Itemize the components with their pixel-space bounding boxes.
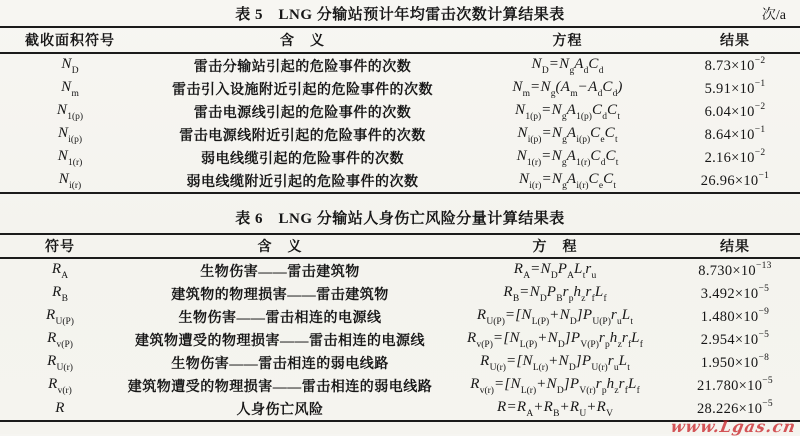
table6 — [0, 233, 800, 422]
result-cell: $28.226\times 10^{-5}$ — [697, 398, 773, 417]
symbol-cell: $N_{i(r)}$ — [58, 171, 82, 191]
symbol-cell: $R_{U(P)}$ — [46, 307, 74, 327]
result-cell: $5.91\times 10^{-1}$ — [704, 78, 766, 97]
result-cell: $21.780\times 10^{-5}$ — [697, 375, 773, 394]
symbol-cell: $R_A$ — [51, 261, 69, 281]
result-cell: $3.492\times 10^{-5}$ — [700, 283, 770, 302]
symbol-cell: $R_{v(r)}$ — [48, 376, 72, 396]
table6-header-symbol: 符号 — [0, 234, 120, 258]
equation-cell: $N_{i(p)}=N_gA_{i(p)}C_eC_t$ — [517, 125, 618, 145]
symbol-cell: $N_m$ — [61, 79, 79, 99]
symbol-cell: $R_{U(r)}$ — [47, 353, 73, 373]
table5-title: 表 5 LNG 分输站预计年均雷击次数计算结果表 — [235, 6, 565, 23]
equation-cell: $R=R_A+R_B+R_U+R_V$ — [497, 399, 613, 419]
result-cell: $2.954\times 10^{-5}$ — [700, 329, 770, 348]
table6-header-meaning: 含 义 — [120, 234, 440, 258]
result-cell: $1.480\times 10^{-9}$ — [700, 306, 770, 325]
table-row — [0, 258, 800, 282]
symbol-cell: R — [55, 400, 65, 416]
table6-title: 表 6 LNG 分输站人身伤亡风险分量计算结果表 — [235, 210, 565, 227]
meaning-cell: 弱电线缆引起的危险事件的次数 — [201, 151, 404, 167]
result-cell: $2.16\times 10^{-2}$ — [704, 147, 766, 166]
result-cell: $1.950\times 10^{-8}$ — [700, 352, 770, 371]
meaning-cell: 雷击引入设施附近引起的危险事件的次数 — [172, 82, 433, 98]
meaning-cell: 生物伤害——雷击相连的弱电线路 — [171, 356, 389, 372]
table-row — [0, 77, 800, 100]
symbol-cell: $N_D$ — [61, 56, 79, 76]
equation-cell: $N_D=N_gA_dC_d$ — [531, 56, 604, 76]
meaning-cell: 生物伤害——雷击相连的电源线 — [178, 310, 382, 326]
meaning-cell: 生物伤害——雷击建筑物 — [200, 264, 360, 280]
equation-cell: $R_B=N_DP_Br_ph_zr_fL_f$ — [503, 284, 607, 304]
equation-cell: $R_{U(r)}=[N_{L(r)}+N_D]P_{U(r)}r_uL_t$ — [480, 353, 630, 373]
table6-header-equation: 方 程 — [440, 234, 670, 258]
tables-gap — [0, 194, 800, 201]
table-row — [0, 351, 800, 374]
table5-title-bar — [0, 0, 800, 26]
result-cell: $26.96\times 10^{-1}$ — [700, 170, 770, 189]
meaning-cell: 建筑物遭受的物理损害——雷击相连的电源线 — [135, 333, 425, 349]
result-cell: $8.730\times 10^{-13}$ — [698, 260, 772, 279]
meaning-cell: 雷击分输站引起的危险事件的次数 — [193, 59, 412, 75]
table-row — [0, 282, 800, 305]
table5-header-meaning: 含 义 — [140, 27, 465, 53]
equation-cell: $R_{v(r)}=[N_{L(r)}+N_D]P_{V(r)}r_ph_zr_fL_f$ — [470, 376, 640, 396]
table5-header-result: 结果 — [670, 27, 800, 53]
table5-header-symbol: 截收面积符号 — [0, 27, 140, 53]
result-cell: $8.73\times 10^{-2}$ — [704, 55, 766, 74]
equation-cell: $R_{U(P)}=[N_{L(P)}+N_D]P_{U(P)}r_uL_t$ — [476, 307, 634, 327]
table6-title-bar — [0, 201, 800, 233]
equation-cell: $N_{1(p)}=N_gA_{1(p)}C_dC_t$ — [515, 102, 620, 122]
equation-cell: $R_A=N_DP_AL_tr_u$ — [513, 261, 597, 281]
table-row — [0, 100, 800, 123]
table5-header-equation: 方程 — [465, 27, 670, 53]
table-row — [0, 53, 800, 77]
table5-unit-label: 次/a — [761, 8, 786, 23]
result-cell: $6.04\times 10^{-2}$ — [704, 101, 766, 120]
equation-cell: $N_m=N_g(A_m-A_dC_d)$ — [512, 79, 623, 99]
table-row — [0, 123, 800, 146]
meaning-cell: 雷击电源线附近引起的危险事件的次数 — [179, 128, 426, 144]
meaning-cell: 人身伤亡风险 — [236, 402, 324, 418]
equation-cell: $R_{v(P)}=[N_{L(P)}+N_D]P_{V(P)}r_ph_zr_fL_f$ — [467, 330, 643, 350]
symbol-cell: $N_{1(p)}$ — [56, 102, 84, 122]
table-row — [0, 169, 800, 193]
equation-cell: $N_{i(r)}=N_gA_{i(r)}C_eC_t$ — [518, 171, 617, 191]
table6-header-row — [0, 234, 800, 258]
journal-watermark: www.Lgas.cn — [669, 417, 798, 436]
meaning-cell: 雷击电源线引起的危险事件的次数 — [193, 105, 412, 121]
table6-header-result: 结果 — [670, 234, 800, 258]
table-row — [0, 374, 800, 397]
symbol-cell: $R_{v(P)}$ — [47, 330, 73, 350]
table-row — [0, 328, 800, 351]
table-row — [0, 397, 800, 421]
symbol-cell: $N_{i(p)}$ — [57, 125, 83, 145]
symbol-cell: $R_B$ — [52, 284, 68, 304]
table5 — [0, 26, 800, 194]
meaning-cell: 弱电线缆附近引起的危险事件的次数 — [186, 174, 419, 190]
meaning-cell: 建筑物遭受的物理损害——雷击相连的弱电线路 — [127, 379, 433, 395]
symbol-cell: $N_{1(r)}$ — [57, 148, 83, 168]
table-row — [0, 305, 800, 328]
result-cell: $8.64\times 10^{-1}$ — [704, 124, 766, 143]
table5-header-row — [0, 27, 800, 53]
meaning-cell: 建筑物的物理损害——雷击建筑物 — [171, 287, 389, 303]
table-row — [0, 146, 800, 169]
equation-cell: $N_{1(r)}=N_gA_{1(r)}C_dC_t$ — [516, 148, 619, 168]
